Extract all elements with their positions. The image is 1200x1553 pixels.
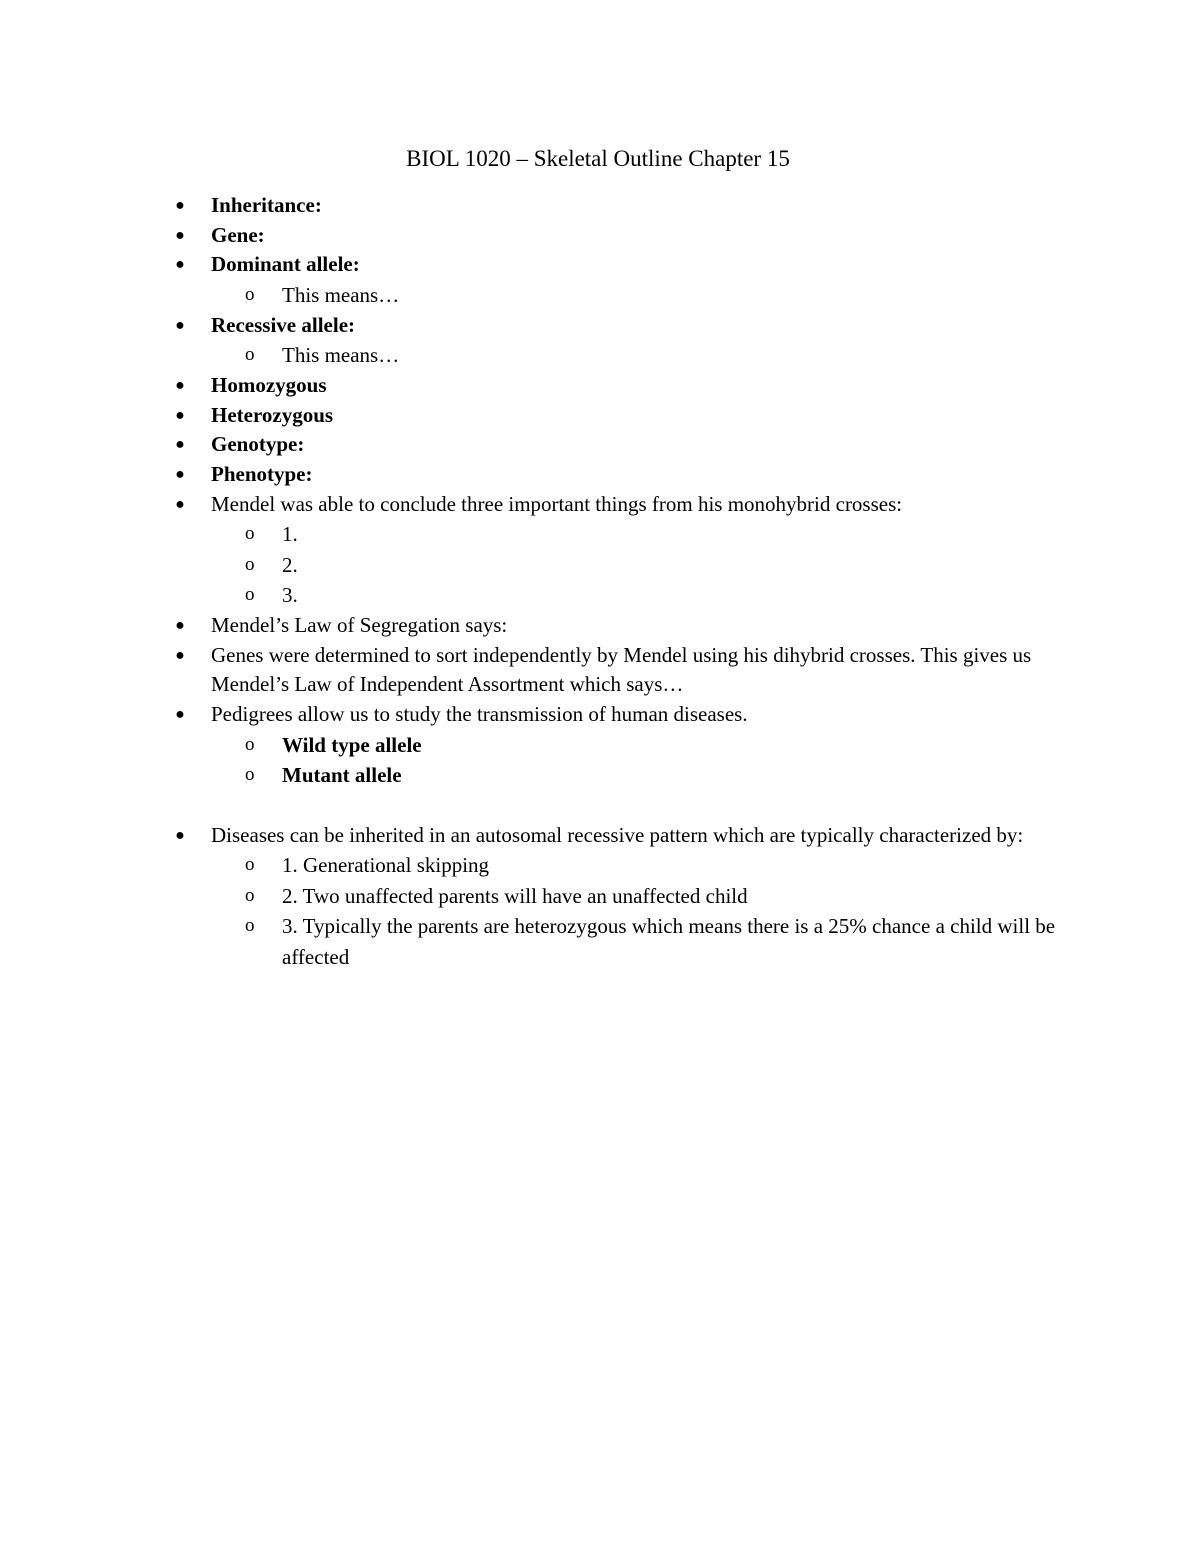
list-item	[172, 821, 1072, 973]
list-item	[172, 611, 1072, 641]
sub-bullet-icon: o	[245, 764, 255, 786]
term-genotype: Genotype:	[211, 432, 305, 457]
list-item	[172, 311, 1072, 371]
sub-item-text: 2. Two unaffected parents will have an unaffected child	[282, 883, 748, 908]
term-dominant-allele: Dominant allele:	[211, 252, 360, 277]
term-gene: Gene:	[211, 222, 265, 247]
sub-list-item	[172, 911, 1072, 972]
document-title: BIOL 1020 – Skeletal Outline Chapter 15	[406, 146, 790, 171]
sub-bullet-icon: o	[245, 553, 255, 575]
sub-bullet-icon: o	[245, 284, 255, 306]
sub-item-text: 1.	[282, 522, 298, 547]
sub-list	[211, 730, 1072, 791]
term-inheritance: Inheritance:	[211, 193, 322, 217]
sub-list	[211, 340, 1072, 371]
list-item	[172, 700, 1072, 791]
sub-list-item	[172, 760, 1072, 791]
sub-list-item	[172, 340, 1072, 371]
spacer	[172, 791, 1072, 821]
bullet-icon: ●	[175, 705, 185, 723]
sub-list-item	[172, 550, 1072, 581]
sub-list	[211, 519, 1072, 611]
bullet-icon: ●	[175, 826, 185, 844]
sub-item-text: This means…	[282, 343, 400, 368]
term-recessive-allele: Recessive allele:	[211, 312, 356, 337]
law-of-segregation-text: Mendel’s Law of Segregation says:	[211, 612, 508, 637]
sub-bullet-icon: o	[245, 584, 255, 606]
bullet-icon: ●	[175, 646, 185, 664]
term-wild-type-allele: Wild type allele	[282, 732, 422, 757]
sub-bullet-icon: o	[245, 344, 255, 366]
list-item	[172, 490, 1072, 611]
sub-bullet-icon: o	[245, 884, 255, 906]
sub-item-text: This means…	[282, 283, 400, 308]
independent-assortment-text: Genes were determined to sort independently by Mendel using his dihybrid crosses. This gives us Mendel’s Law of Independent Assortment which says…	[211, 642, 1032, 697]
list-item	[172, 460, 1072, 490]
term-heterozygous: Heterozygous	[211, 402, 334, 427]
sub-list	[211, 850, 1072, 972]
list-item	[172, 401, 1072, 431]
sub-list	[211, 280, 1072, 311]
sub-item-text: 3.	[282, 583, 298, 608]
sub-item-text: 1. Generational skipping	[282, 853, 490, 878]
bullet-icon: ●	[175, 226, 185, 244]
bullet-icon: ●	[175, 406, 185, 424]
list-item	[172, 221, 1072, 251]
bullet-icon: ●	[175, 495, 185, 513]
sub-item-text: 3. Typically the parents are heterozygous which means there is a 25% chance a child will be affected	[282, 914, 1056, 969]
sub-bullet-icon: o	[245, 915, 255, 937]
sub-bullet-icon: o	[245, 733, 255, 755]
bullet-icon: ●	[175, 376, 185, 394]
term-homozygous: Homozygous	[211, 372, 327, 397]
sub-list-item	[172, 580, 1072, 611]
term-mutant-allele: Mutant allele	[282, 763, 402, 788]
autosomal-recessive-text: Diseases can be inherited in an autosomal recessive pattern which are typically characterized by:	[211, 822, 1024, 847]
bullet-icon: ●	[175, 316, 185, 334]
mendel-conclusions-text: Mendel was able to conclude three important things from his monohybrid crosses:	[211, 491, 903, 516]
bullet-icon: ●	[175, 436, 185, 454]
bullet-icon: ●	[175, 197, 185, 214]
bullet-icon: ●	[175, 616, 185, 634]
sub-item-text: 2.	[282, 552, 298, 577]
sub-bullet-icon: o	[245, 854, 255, 876]
outline-list	[172, 191, 1072, 972]
bullet-icon: ●	[175, 465, 185, 483]
sub-list-item	[172, 730, 1072, 761]
list-item	[172, 250, 1072, 310]
term-phenotype: Phenotype:	[211, 461, 313, 486]
list-item	[172, 191, 1072, 221]
list-item	[172, 371, 1072, 401]
sub-list-item	[172, 280, 1072, 311]
sub-list-item	[172, 881, 1072, 912]
sub-list-item	[172, 850, 1072, 881]
bullet-icon: ●	[175, 256, 185, 274]
sub-list-item	[172, 519, 1072, 550]
sub-bullet-icon: o	[245, 523, 255, 545]
pedigrees-text: Pedigrees allow us to study the transmission of human diseases.	[211, 701, 748, 726]
list-item	[172, 641, 1072, 700]
list-item	[172, 430, 1072, 460]
